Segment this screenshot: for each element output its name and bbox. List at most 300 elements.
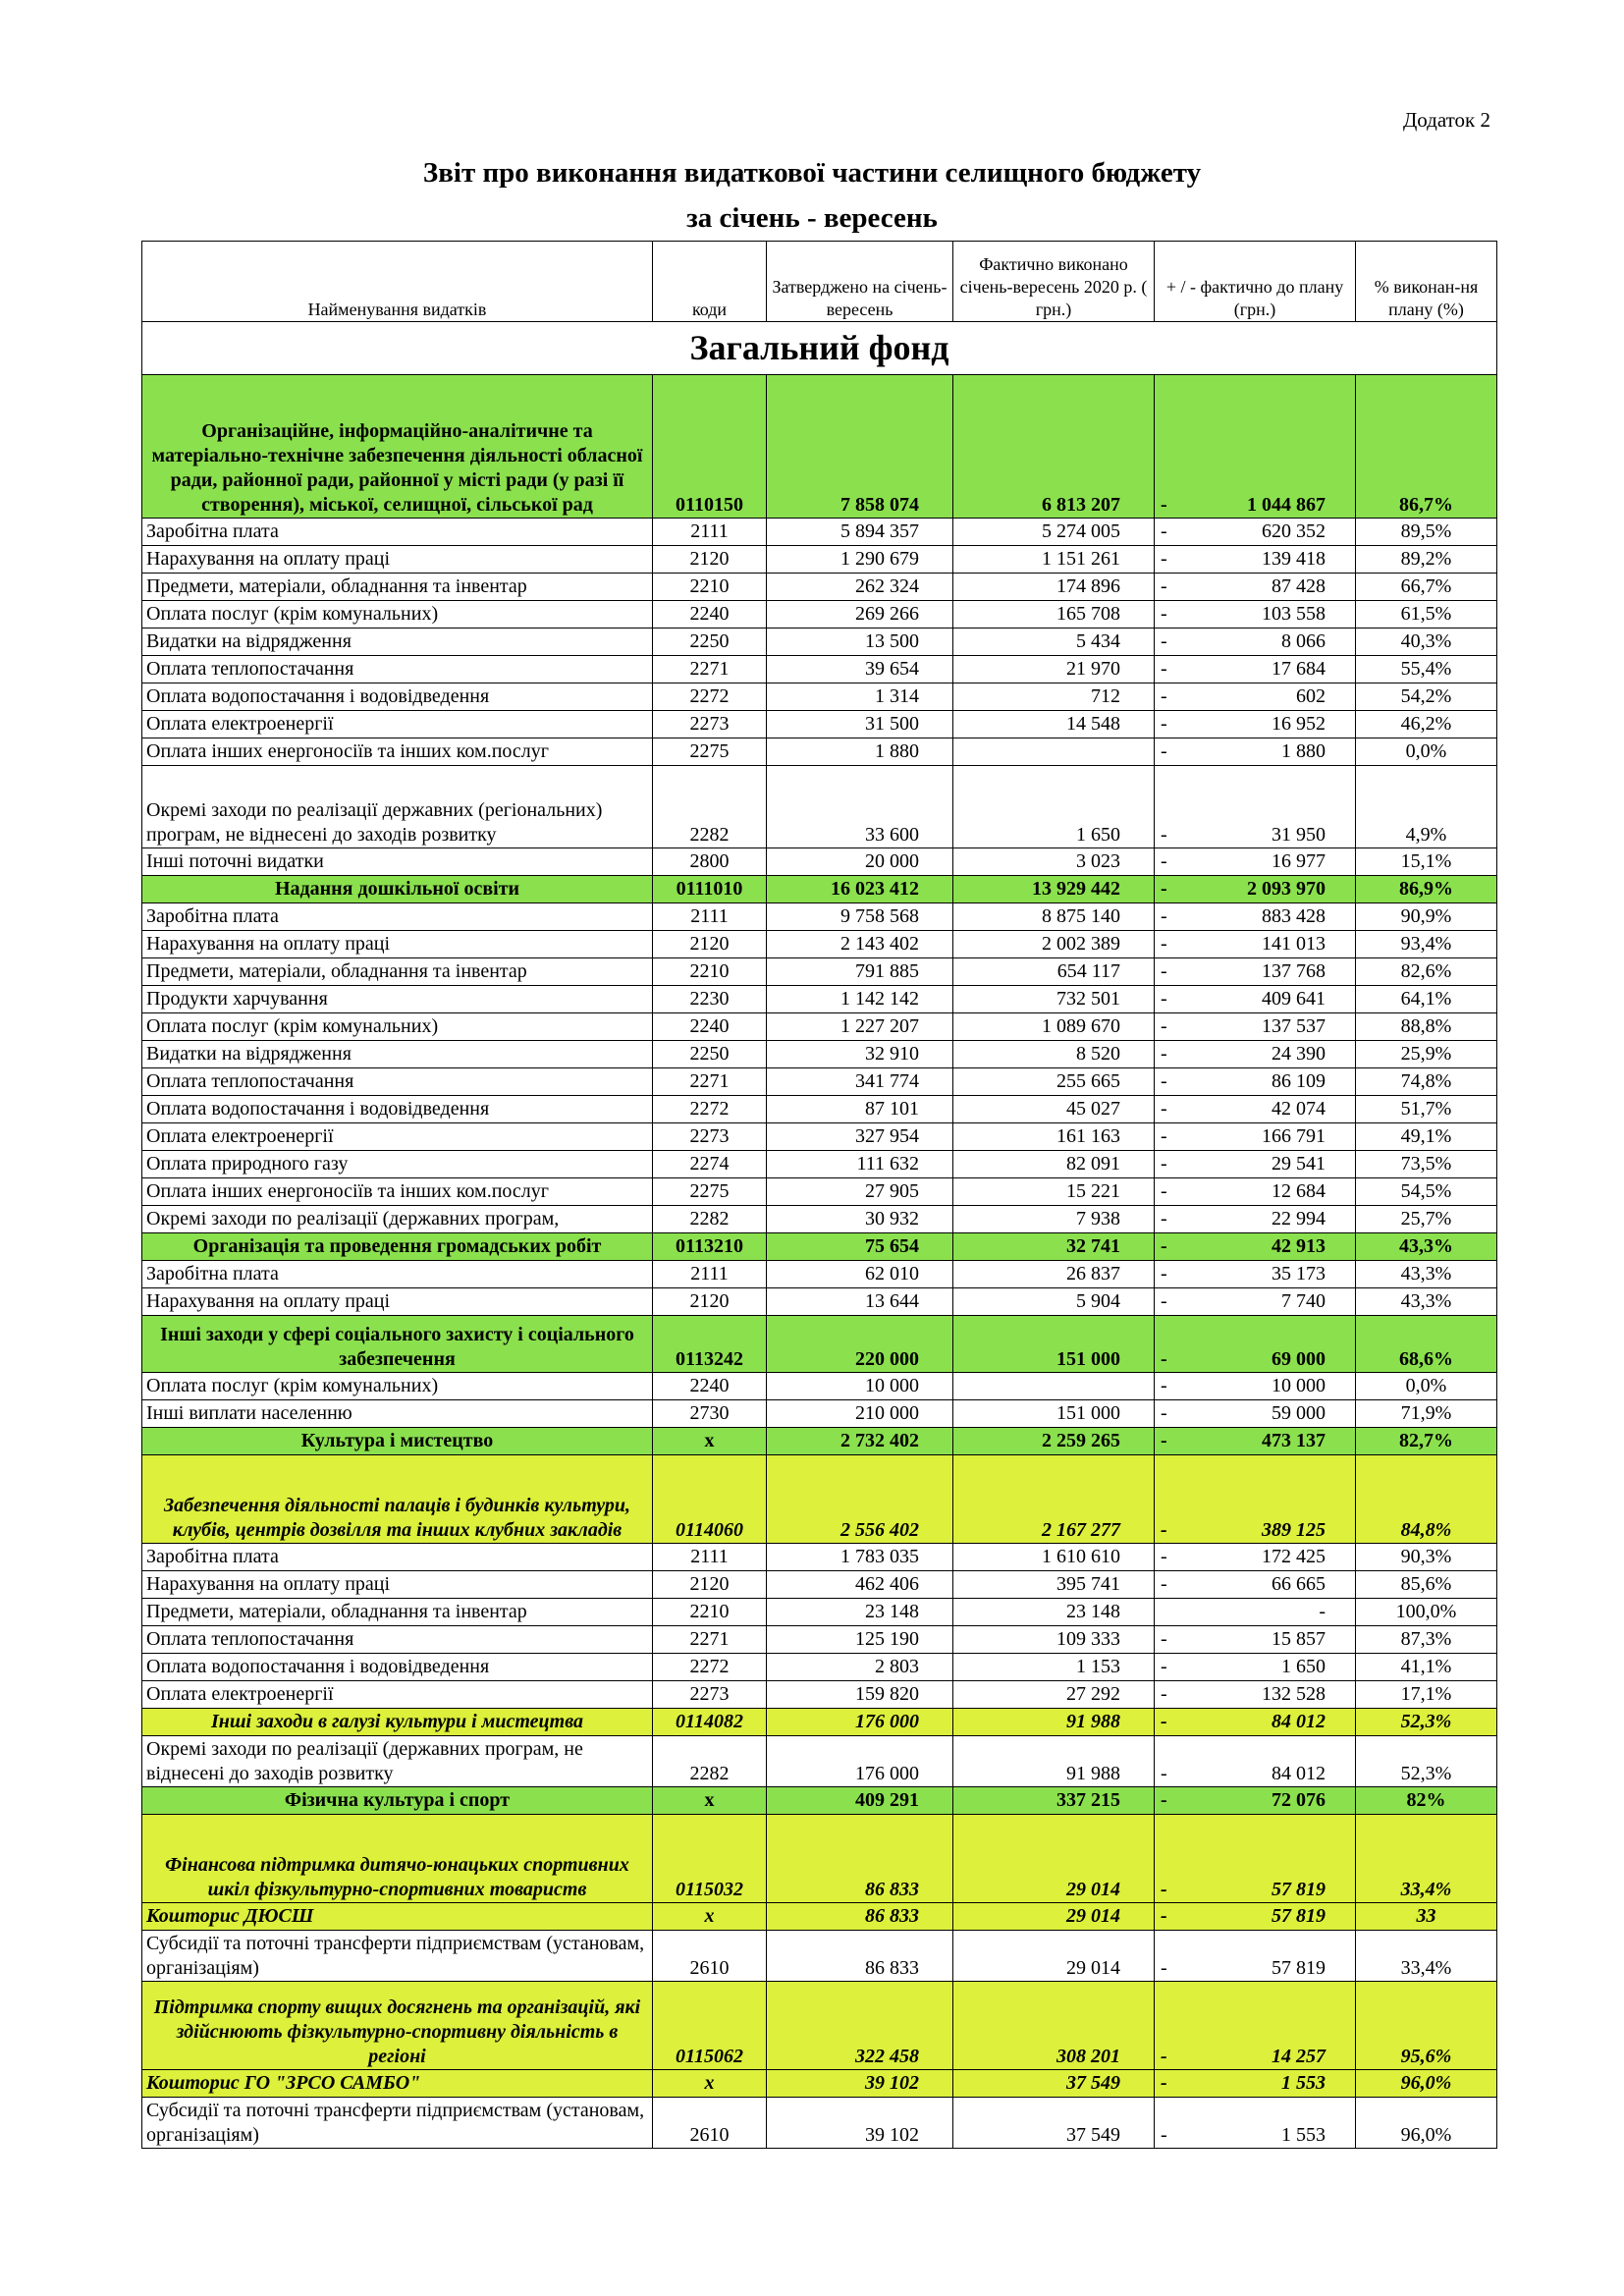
row-code: 2273 bbox=[653, 1123, 767, 1151]
table-row bbox=[142, 1151, 1497, 1178]
table-row bbox=[142, 1096, 1497, 1123]
row-name: Інші поточні видатки bbox=[142, 848, 653, 876]
row-name: Окремі заходи по реалізації державних (регіональних) програм, не віднесені до заходів розвитку bbox=[142, 766, 653, 848]
row-name: Підтримка спорту вищих досягнень та організацій, які здійснюють фізкультурно-спортивну діяльність в регіоні bbox=[142, 1982, 653, 2070]
row-approved: 791 885 bbox=[767, 958, 953, 986]
row-deviation-sign: - bbox=[1155, 1681, 1182, 1709]
row-actual: 2 259 265 bbox=[953, 1428, 1155, 1455]
row-name: Культура і мистецтво bbox=[142, 1428, 653, 1455]
row-approved: 2 803 bbox=[767, 1654, 953, 1681]
row-code: 2272 bbox=[653, 683, 767, 711]
row-code: х bbox=[653, 2070, 767, 2098]
row-code: 2240 bbox=[653, 601, 767, 629]
row-name: Інші заходи у сфері соціального захисту і соціального забезпечення bbox=[142, 1316, 653, 1373]
table-row bbox=[142, 1626, 1497, 1654]
row-deviation: 409 641 bbox=[1182, 986, 1356, 1013]
row-code: 2271 bbox=[653, 656, 767, 683]
row-code: 2272 bbox=[653, 1654, 767, 1681]
table-row bbox=[142, 1654, 1497, 1681]
row-percent: 25,9% bbox=[1356, 1041, 1497, 1068]
row-code: 2282 bbox=[653, 1736, 767, 1787]
row-percent: 55,4% bbox=[1356, 656, 1497, 683]
row-code: 2240 bbox=[653, 1013, 767, 1041]
fund-title: Загальний фонд bbox=[142, 322, 1497, 375]
row-percent: 73,5% bbox=[1356, 1151, 1497, 1178]
row-actual: 337 215 bbox=[953, 1787, 1155, 1815]
row-approved: 111 632 bbox=[767, 1151, 953, 1178]
table-row bbox=[142, 1206, 1497, 1233]
row-deviation: 17 684 bbox=[1182, 656, 1356, 683]
row-deviation-sign: - bbox=[1155, 1709, 1182, 1736]
row-deviation-sign: - bbox=[1155, 1123, 1182, 1151]
row-deviation-sign: - bbox=[1155, 656, 1182, 683]
row-percent: 43,3% bbox=[1356, 1288, 1497, 1316]
row-percent: 41,1% bbox=[1356, 1654, 1497, 1681]
row-approved: 86 833 bbox=[767, 1931, 953, 1982]
row-percent: 88,8% bbox=[1356, 1013, 1497, 1041]
row-deviation: 66 665 bbox=[1182, 1571, 1356, 1599]
row-code: 2210 bbox=[653, 1599, 767, 1626]
row-percent: 52,3% bbox=[1356, 1736, 1497, 1787]
row-approved: 75 654 bbox=[767, 1233, 953, 1261]
row-actual: 2 002 389 bbox=[953, 931, 1155, 958]
row-name: Заробітна плата bbox=[142, 903, 653, 931]
row-name: Оплата теплопостачання bbox=[142, 1626, 653, 1654]
row-percent: 86,9% bbox=[1356, 876, 1497, 903]
row-actual: 15 221 bbox=[953, 1178, 1155, 1206]
row-approved: 2 732 402 bbox=[767, 1428, 953, 1455]
row-actual: 7 938 bbox=[953, 1206, 1155, 1233]
row-percent: 86,7% bbox=[1356, 375, 1497, 519]
row-actual: 2 167 277 bbox=[953, 1455, 1155, 1544]
row-actual bbox=[953, 738, 1155, 766]
row-actual: 109 333 bbox=[953, 1626, 1155, 1654]
row-percent: 54,2% bbox=[1356, 683, 1497, 711]
row-deviation: 29 541 bbox=[1182, 1151, 1356, 1178]
row-name: Окремі заходи по реалізації (державних програм, не віднесені до заходів розвитку bbox=[142, 1736, 653, 1787]
row-deviation-sign: - bbox=[1155, 738, 1182, 766]
table-row bbox=[142, 601, 1497, 629]
row-deviation-sign: - bbox=[1155, 2070, 1182, 2098]
row-name: Предмети, матеріали, обладнання та інвентар bbox=[142, 1599, 653, 1626]
row-percent: 82,7% bbox=[1356, 1428, 1497, 1455]
table-row bbox=[142, 766, 1497, 848]
row-deviation: 86 109 bbox=[1182, 1068, 1356, 1096]
row-code: 2111 bbox=[653, 1261, 767, 1288]
row-percent: 0,0% bbox=[1356, 1373, 1497, 1400]
row-percent: 54,5% bbox=[1356, 1178, 1497, 1206]
row-percent: 90,9% bbox=[1356, 903, 1497, 931]
row-approved: 220 000 bbox=[767, 1316, 953, 1373]
table-row bbox=[142, 1815, 1497, 1903]
table-body bbox=[142, 242, 1497, 2149]
row-deviation-sign: - bbox=[1155, 1178, 1182, 1206]
row-actual: 654 117 bbox=[953, 958, 1155, 986]
row-deviation: 31 950 bbox=[1182, 766, 1356, 848]
row-deviation-sign: - bbox=[1155, 766, 1182, 848]
row-deviation: 87 428 bbox=[1182, 574, 1356, 601]
table-row bbox=[142, 903, 1497, 931]
row-code: 2282 bbox=[653, 1206, 767, 1233]
row-name: Заробітна плата bbox=[142, 519, 653, 546]
row-deviation-sign bbox=[1155, 1599, 1182, 1626]
row-code: 2120 bbox=[653, 931, 767, 958]
row-code: 0115032 bbox=[653, 1815, 767, 1903]
row-name: Інші заходи в галузі культури і мистецтва bbox=[142, 1709, 653, 1736]
row-code: 2230 bbox=[653, 986, 767, 1013]
table-row bbox=[142, 546, 1497, 574]
table-row bbox=[142, 1123, 1497, 1151]
table-row bbox=[142, 1068, 1497, 1096]
row-percent: 61,5% bbox=[1356, 601, 1497, 629]
row-percent: 68,6% bbox=[1356, 1316, 1497, 1373]
row-deviation-sign: - bbox=[1155, 958, 1182, 986]
row-approved: 322 458 bbox=[767, 1982, 953, 2070]
row-code: 2273 bbox=[653, 1681, 767, 1709]
row-code: 0115062 bbox=[653, 1982, 767, 2070]
row-approved: 27 905 bbox=[767, 1178, 953, 1206]
row-name: Нарахування на оплату праці bbox=[142, 546, 653, 574]
row-percent: 43,3% bbox=[1356, 1233, 1497, 1261]
table-row bbox=[142, 711, 1497, 738]
table-row bbox=[142, 656, 1497, 683]
row-name: Фізична культура і спорт bbox=[142, 1787, 653, 1815]
row-name: Видатки на відрядження bbox=[142, 629, 653, 656]
row-actual: 91 988 bbox=[953, 1709, 1155, 1736]
row-actual: 21 970 bbox=[953, 656, 1155, 683]
row-deviation: 473 137 bbox=[1182, 1428, 1356, 1455]
row-approved: 269 266 bbox=[767, 601, 953, 629]
row-approved: 1 880 bbox=[767, 738, 953, 766]
row-code: 0114082 bbox=[653, 1709, 767, 1736]
row-deviation: 16 952 bbox=[1182, 711, 1356, 738]
row-name: Оплата послуг (крім комунальних) bbox=[142, 1013, 653, 1041]
row-percent: 71,9% bbox=[1356, 1400, 1497, 1428]
row-deviation-sign: - bbox=[1155, 1096, 1182, 1123]
row-code: 2120 bbox=[653, 546, 767, 574]
row-approved: 20 000 bbox=[767, 848, 953, 876]
row-percent: 82,6% bbox=[1356, 958, 1497, 986]
row-percent: 25,7% bbox=[1356, 1206, 1497, 1233]
row-code: 2282 bbox=[653, 766, 767, 848]
row-name: Заробітна плата bbox=[142, 1544, 653, 1571]
row-name: Організація та проведення громадських робіт bbox=[142, 1233, 653, 1261]
table-row bbox=[142, 931, 1497, 958]
row-deviation-sign: - bbox=[1155, 546, 1182, 574]
row-approved: 39 654 bbox=[767, 656, 953, 683]
table-row bbox=[142, 1681, 1497, 1709]
row-approved: 9 758 568 bbox=[767, 903, 953, 931]
table-row bbox=[142, 1903, 1497, 1931]
row-percent: 15,1% bbox=[1356, 848, 1497, 876]
row-code: х bbox=[653, 1787, 767, 1815]
row-percent: 84,8% bbox=[1356, 1455, 1497, 1544]
table-row bbox=[142, 1571, 1497, 1599]
row-code: 2240 bbox=[653, 1373, 767, 1400]
row-actual: 1 610 610 bbox=[953, 1544, 1155, 1571]
row-name: Інші виплати населенню bbox=[142, 1400, 653, 1428]
table-row bbox=[142, 1400, 1497, 1428]
expenditure-table bbox=[141, 241, 1497, 2149]
row-percent: 17,1% bbox=[1356, 1681, 1497, 1709]
row-actual: 161 163 bbox=[953, 1123, 1155, 1151]
row-approved: 86 833 bbox=[767, 1903, 953, 1931]
row-deviation: 1 553 bbox=[1182, 2098, 1356, 2149]
row-approved: 262 324 bbox=[767, 574, 953, 601]
row-deviation-sign: - bbox=[1155, 876, 1182, 903]
table-row bbox=[142, 986, 1497, 1013]
row-code: 2730 bbox=[653, 1400, 767, 1428]
row-deviation: 15 857 bbox=[1182, 1626, 1356, 1654]
row-deviation-sign: - bbox=[1155, 1068, 1182, 1096]
header-name: Найменування видатків bbox=[142, 242, 653, 322]
row-code: 2250 bbox=[653, 629, 767, 656]
fund-title-row bbox=[142, 322, 1497, 375]
row-name: Оплата інших енергоносіїв та інших ком.послуг bbox=[142, 1178, 653, 1206]
row-actual: 174 896 bbox=[953, 574, 1155, 601]
row-approved: 2 556 402 bbox=[767, 1455, 953, 1544]
table-row bbox=[142, 1373, 1497, 1400]
row-code: 0113210 bbox=[653, 1233, 767, 1261]
row-deviation-sign: - bbox=[1155, 1261, 1182, 1288]
row-approved: 409 291 bbox=[767, 1787, 953, 1815]
row-approved: 32 910 bbox=[767, 1041, 953, 1068]
row-actual: 3 023 bbox=[953, 848, 1155, 876]
header-code: коди bbox=[653, 242, 767, 322]
row-actual: 6 813 207 bbox=[953, 375, 1155, 519]
row-percent: 96,0% bbox=[1356, 2070, 1497, 2098]
row-percent: 46,2% bbox=[1356, 711, 1497, 738]
row-deviation-sign: - bbox=[1155, 1931, 1182, 1982]
row-name: Організаційне, інформаційно-аналітичне та матеріально-технічне забезпечення діяльності обласної ради, районної ради, районної у місті ради (у разі її створення), міської, селищної, сільської рад bbox=[142, 375, 653, 519]
row-name: Оплата електроенергії bbox=[142, 711, 653, 738]
row-percent: 82% bbox=[1356, 1787, 1497, 1815]
row-code: 2111 bbox=[653, 1544, 767, 1571]
row-approved: 1 290 679 bbox=[767, 546, 953, 574]
table-row bbox=[142, 1041, 1497, 1068]
table-row bbox=[142, 1013, 1497, 1041]
row-deviation-sign: - bbox=[1155, 1373, 1182, 1400]
table-row bbox=[142, 1316, 1497, 1373]
row-actual: 1 153 bbox=[953, 1654, 1155, 1681]
table-row bbox=[142, 1233, 1497, 1261]
row-deviation: 883 428 bbox=[1182, 903, 1356, 931]
row-approved: 30 932 bbox=[767, 1206, 953, 1233]
row-percent: 0,0% bbox=[1356, 738, 1497, 766]
table-row bbox=[142, 738, 1497, 766]
row-deviation: 1 880 bbox=[1182, 738, 1356, 766]
row-approved: 87 101 bbox=[767, 1096, 953, 1123]
row-name: Окремі заходи по реалізації (державних програм, bbox=[142, 1206, 653, 1233]
row-percent: 64,1% bbox=[1356, 986, 1497, 1013]
row-percent: 89,5% bbox=[1356, 519, 1497, 546]
row-percent: 95,6% bbox=[1356, 1982, 1497, 2070]
row-actual: 37 549 bbox=[953, 2098, 1155, 2149]
row-name: Оплата інших енергоносіїв та інших ком.послуг bbox=[142, 738, 653, 766]
row-percent: 87,3% bbox=[1356, 1626, 1497, 1654]
row-percent: 33 bbox=[1356, 1903, 1497, 1931]
row-actual: 45 027 bbox=[953, 1096, 1155, 1123]
row-deviation: 602 bbox=[1182, 683, 1356, 711]
row-name: Оплата електроенергії bbox=[142, 1123, 653, 1151]
row-actual: 255 665 bbox=[953, 1068, 1155, 1096]
table-row bbox=[142, 1544, 1497, 1571]
row-name: Субсидії та поточні трансферти підприємствам (установам, організаціям) bbox=[142, 1931, 653, 1982]
row-deviation-sign: - bbox=[1155, 986, 1182, 1013]
row-deviation-sign: - bbox=[1155, 1041, 1182, 1068]
row-code: 2610 bbox=[653, 2098, 767, 2149]
row-deviation: - bbox=[1182, 1599, 1356, 1626]
row-deviation: 42 074 bbox=[1182, 1096, 1356, 1123]
row-actual: 29 014 bbox=[953, 1903, 1155, 1931]
row-name: Кошторис ГО "ЗРСО САМБО" bbox=[142, 2070, 653, 2098]
row-deviation: 12 684 bbox=[1182, 1178, 1356, 1206]
row-code: 2111 bbox=[653, 519, 767, 546]
row-actual: 165 708 bbox=[953, 601, 1155, 629]
row-deviation-sign: - bbox=[1155, 629, 1182, 656]
row-name: Нарахування на оплату праці bbox=[142, 931, 653, 958]
row-code: 0113242 bbox=[653, 1316, 767, 1373]
row-name: Оплата послуг (крім комунальних) bbox=[142, 601, 653, 629]
row-deviation-sign: - bbox=[1155, 683, 1182, 711]
row-approved: 2 143 402 bbox=[767, 931, 953, 958]
table-row bbox=[142, 629, 1497, 656]
row-deviation: 57 819 bbox=[1182, 1903, 1356, 1931]
row-deviation: 10 000 bbox=[1182, 1373, 1356, 1400]
row-deviation: 166 791 bbox=[1182, 1123, 1356, 1151]
row-approved: 7 858 074 bbox=[767, 375, 953, 519]
row-approved: 39 102 bbox=[767, 2098, 953, 2149]
row-deviation: 7 740 bbox=[1182, 1288, 1356, 1316]
table-row bbox=[142, 2070, 1497, 2098]
header-percent: % виконан-ня плану (%) bbox=[1356, 242, 1497, 322]
row-deviation-sign: - bbox=[1155, 1233, 1182, 1261]
row-approved: 210 000 bbox=[767, 1400, 953, 1428]
row-deviation-sign: - bbox=[1155, 375, 1182, 519]
row-approved: 1 783 035 bbox=[767, 1544, 953, 1571]
row-actual: 8 520 bbox=[953, 1041, 1155, 1068]
row-deviation: 16 977 bbox=[1182, 848, 1356, 876]
row-deviation: 141 013 bbox=[1182, 931, 1356, 958]
row-approved: 5 894 357 bbox=[767, 519, 953, 546]
row-deviation: 1 044 867 bbox=[1182, 375, 1356, 519]
row-percent: 43,3% bbox=[1356, 1261, 1497, 1288]
row-deviation: 57 819 bbox=[1182, 1815, 1356, 1903]
row-deviation: 137 537 bbox=[1182, 1013, 1356, 1041]
row-deviation-sign: - bbox=[1155, 1316, 1182, 1373]
row-percent: 4,9% bbox=[1356, 766, 1497, 848]
row-approved: 176 000 bbox=[767, 1709, 953, 1736]
table-row bbox=[142, 1288, 1497, 1316]
row-deviation-sign: - bbox=[1155, 1571, 1182, 1599]
row-deviation-sign: - bbox=[1155, 574, 1182, 601]
row-approved: 176 000 bbox=[767, 1736, 953, 1787]
row-code: 2275 bbox=[653, 738, 767, 766]
row-code: 2120 bbox=[653, 1288, 767, 1316]
row-percent: 33,4% bbox=[1356, 1815, 1497, 1903]
report-title: Звіт про виконання видаткової частини селищного бюджету bbox=[422, 157, 1202, 189]
row-name: Оплата теплопостачання bbox=[142, 1068, 653, 1096]
row-actual: 8 875 140 bbox=[953, 903, 1155, 931]
row-deviation: 137 768 bbox=[1182, 958, 1356, 986]
row-name: Видатки на відрядження bbox=[142, 1041, 653, 1068]
row-actual: 26 837 bbox=[953, 1261, 1155, 1288]
row-deviation: 72 076 bbox=[1182, 1787, 1356, 1815]
row-approved: 13 644 bbox=[767, 1288, 953, 1316]
row-actual: 82 091 bbox=[953, 1151, 1155, 1178]
row-code: х bbox=[653, 1428, 767, 1455]
row-actual: 395 741 bbox=[953, 1571, 1155, 1599]
row-name: Продукти харчування bbox=[142, 986, 653, 1013]
row-name: Предмети, матеріали, обладнання та інвентар bbox=[142, 574, 653, 601]
table-row bbox=[142, 848, 1497, 876]
row-actual: 712 bbox=[953, 683, 1155, 711]
table-row bbox=[142, 1931, 1497, 1982]
row-name: Оплата теплопостачання bbox=[142, 656, 653, 683]
row-code: 0111010 bbox=[653, 876, 767, 903]
header-deviation: + / - фактично до плану (грн.) bbox=[1155, 242, 1356, 322]
row-approved: 86 833 bbox=[767, 1815, 953, 1903]
row-approved: 1 227 207 bbox=[767, 1013, 953, 1041]
row-name: Нарахування на оплату праці bbox=[142, 1571, 653, 1599]
row-approved: 31 500 bbox=[767, 711, 953, 738]
row-actual: 32 741 bbox=[953, 1233, 1155, 1261]
row-actual: 151 000 bbox=[953, 1316, 1155, 1373]
row-approved: 33 600 bbox=[767, 766, 953, 848]
row-percent: 49,1% bbox=[1356, 1123, 1497, 1151]
row-deviation-sign: - bbox=[1155, 1654, 1182, 1681]
row-deviation: 172 425 bbox=[1182, 1544, 1356, 1571]
row-actual: 1 650 bbox=[953, 766, 1155, 848]
row-approved: 341 774 bbox=[767, 1068, 953, 1096]
row-actual: 1 089 670 bbox=[953, 1013, 1155, 1041]
row-actual bbox=[953, 1373, 1155, 1400]
row-deviation: 389 125 bbox=[1182, 1455, 1356, 1544]
table-row bbox=[142, 574, 1497, 601]
row-actual: 732 501 bbox=[953, 986, 1155, 1013]
row-actual: 29 014 bbox=[953, 1815, 1155, 1903]
row-actual: 308 201 bbox=[953, 1982, 1155, 2070]
row-code: 2271 bbox=[653, 1068, 767, 1096]
row-name: Оплата послуг (крім комунальних) bbox=[142, 1373, 653, 1400]
row-deviation-sign: - bbox=[1155, 848, 1182, 876]
row-deviation: 59 000 bbox=[1182, 1400, 1356, 1428]
row-code: 2250 bbox=[653, 1041, 767, 1068]
row-deviation: 69 000 bbox=[1182, 1316, 1356, 1373]
row-code: 2210 bbox=[653, 958, 767, 986]
row-approved: 462 406 bbox=[767, 1571, 953, 1599]
table-row bbox=[142, 1736, 1497, 1787]
row-name: Оплата водопостачання і водовідведення bbox=[142, 683, 653, 711]
row-deviation-sign: - bbox=[1155, 1206, 1182, 1233]
row-deviation: 84 012 bbox=[1182, 1736, 1356, 1787]
row-approved: 125 190 bbox=[767, 1626, 953, 1654]
row-percent: 93,4% bbox=[1356, 931, 1497, 958]
row-name: Предмети, матеріали, обладнання та інвентар bbox=[142, 958, 653, 986]
row-deviation-sign: - bbox=[1155, 2098, 1182, 2149]
row-deviation: 14 257 bbox=[1182, 1982, 1356, 2070]
row-approved: 1 142 142 bbox=[767, 986, 953, 1013]
row-deviation: 103 558 bbox=[1182, 601, 1356, 629]
row-actual: 23 148 bbox=[953, 1599, 1155, 1626]
row-deviation: 132 528 bbox=[1182, 1681, 1356, 1709]
row-name: Оплата водопостачання і водовідведення bbox=[142, 1096, 653, 1123]
row-actual: 37 549 bbox=[953, 2070, 1155, 2098]
row-code: 2273 bbox=[653, 711, 767, 738]
row-approved: 16 023 412 bbox=[767, 876, 953, 903]
row-deviation-sign: - bbox=[1155, 1455, 1182, 1544]
row-actual: 151 000 bbox=[953, 1400, 1155, 1428]
